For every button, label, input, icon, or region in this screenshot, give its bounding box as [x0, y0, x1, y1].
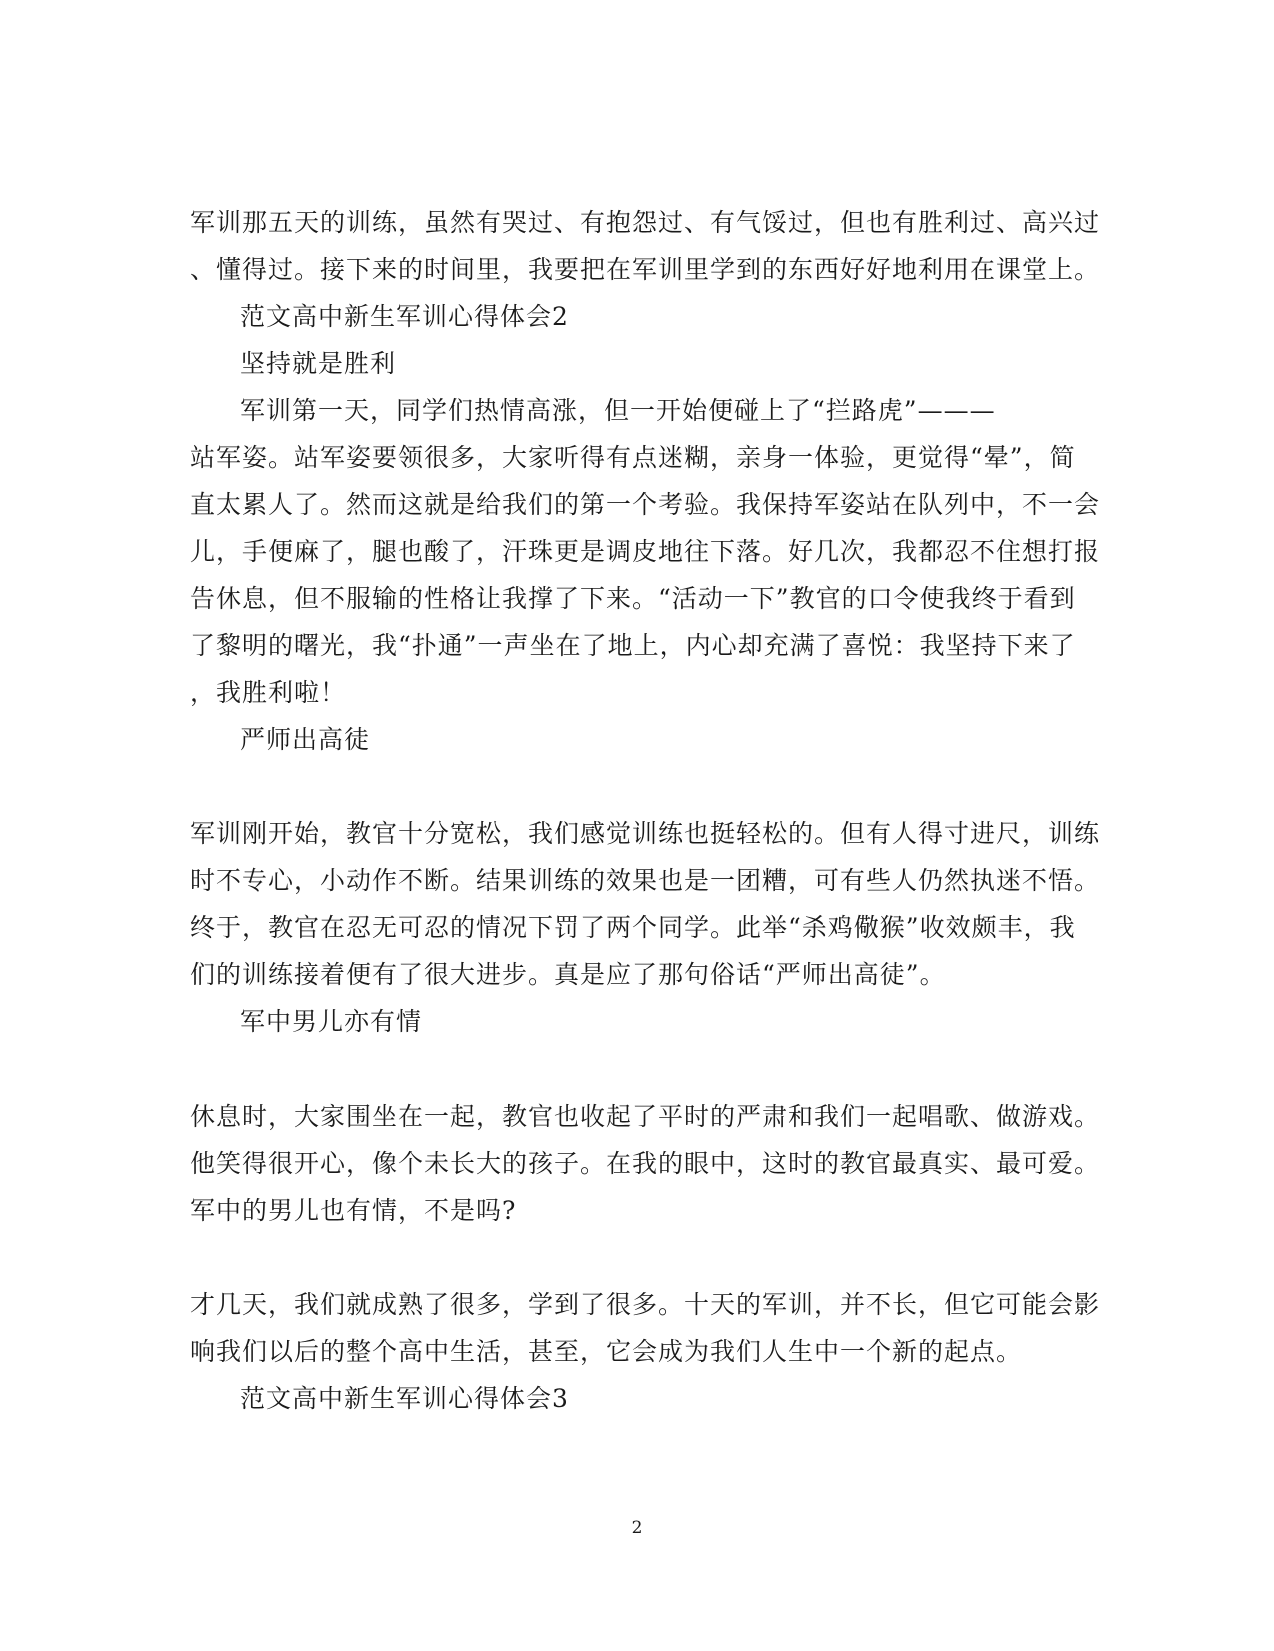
- body-text-line: 他笑得很开心，像个未长大的孩子。在我的眼中，这时的教官最真实、最可爱。: [190, 1149, 1101, 1178]
- subsection-heading: 军中男儿亦有情: [240, 1007, 423, 1036]
- body-text-line: 告休息，但不服输的性格让我撑了下来。“活动一下”教官的口令使我终于看到: [190, 584, 1076, 613]
- body-text-line: 直太累人了。然而这就是给我们的第一个考验。我保持军姿站在队列中，不一会: [190, 490, 1101, 519]
- body-text-line: 军训第一天，同学们热情高涨，但一开始便碰上了“拦路虎”———: [240, 396, 996, 425]
- body-text-line: 响我们以后的整个高中生活，甚至，它会成为我们人生中一个新的起点。: [190, 1337, 1023, 1366]
- body-text-line: 才几天，我们就成熟了很多，学到了很多。十天的军训，并不长，但它可能会影: [190, 1290, 1101, 1319]
- body-text-line: 军训刚开始，教官十分宽松，我们感觉训练也挺轻松的。但有人得寸进尺，训练: [190, 819, 1101, 848]
- subsection-heading: 严师出高徒: [240, 725, 371, 754]
- subsection-heading: 坚持就是胜利: [240, 349, 397, 378]
- section-heading: 范文高中新生军训心得体会3: [240, 1384, 569, 1413]
- body-text-line: 军中的男儿也有情，不是吗?: [190, 1196, 517, 1225]
- body-text-line: 们的训练接着便有了很大进步。真是应了那句俗话“严师出高徒”。: [190, 960, 946, 989]
- page-number: 2: [631, 1518, 643, 1538]
- body-text-line: 休息时，大家围坐在一起，教官也收起了平时的严肃和我们一起唱歌、做游戏。: [190, 1102, 1101, 1131]
- body-text-line: 、懂得过。接下来的时间里，我要把在军训里学到的东西好好地利用在课堂上。: [190, 255, 1101, 284]
- body-text-line: 军训那五天的训练，虽然有哭过、有抱怨过、有气馁过，但也有胜利过、高兴过: [190, 208, 1101, 237]
- body-text-line: 儿，手便麻了，腿也酸了，汗珠更是调皮地往下落。好几次，我都忍不住想打报: [190, 537, 1101, 566]
- section-heading: 范文高中新生军训心得体会2: [240, 302, 569, 331]
- body-text-line: 终于，教官在忍无可忍的情况下罚了两个同学。此举“杀鸡儆猴”收效颇丰，我: [190, 913, 1076, 942]
- body-text-line: ，我胜利啦！: [190, 678, 347, 707]
- body-text-line: 时不专心，小动作不断。结果训练的效果也是一团糟，可有些人仍然执迷不悟。: [190, 866, 1101, 895]
- body-text-line: 了黎明的曙光，我“扑通”一声坐在了地上，内心却充满了喜悦：我坚持下来了: [190, 631, 1076, 660]
- body-text-line: 站军姿。站军姿要领很多，大家听得有点迷糊，亲身一体验，更觉得“晕”，简: [190, 443, 1076, 472]
